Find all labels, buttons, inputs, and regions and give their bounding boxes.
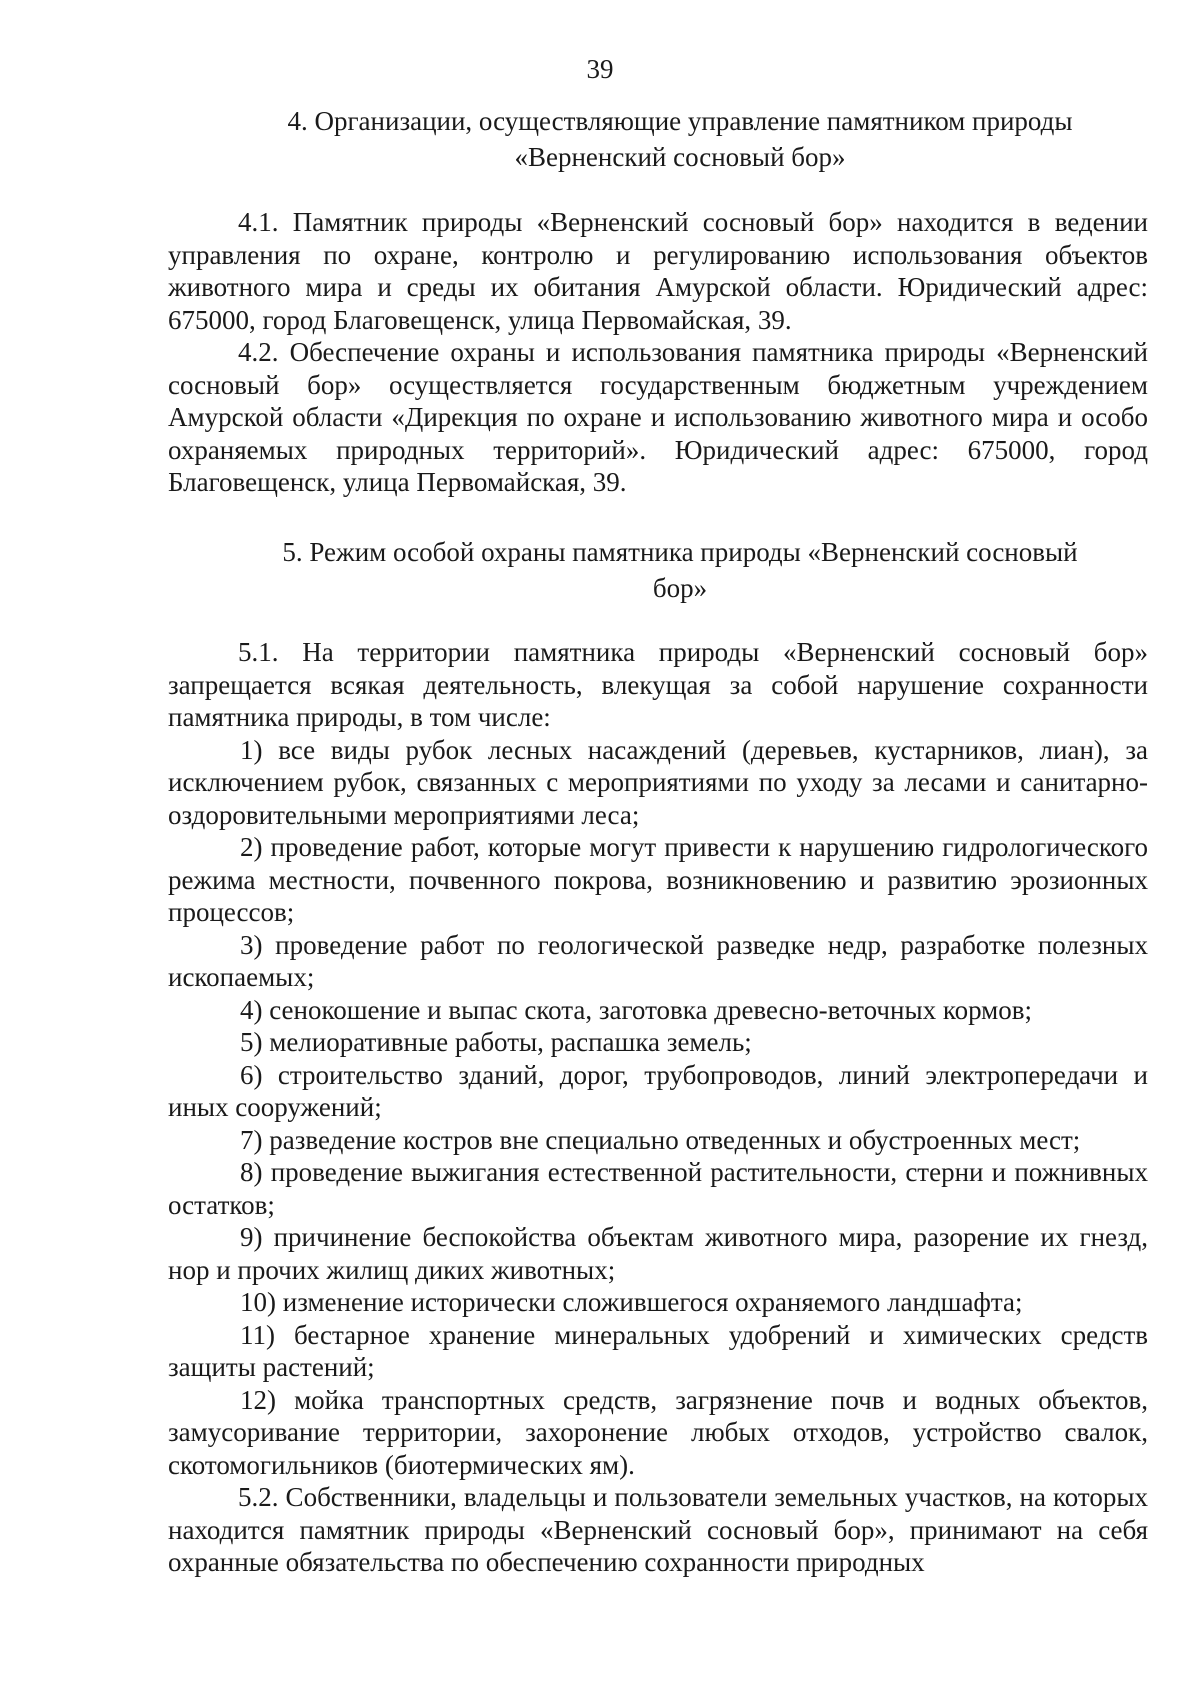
list-item-3: 3) проведение работ по геологической разведке недр, разработке полезных ископаемых;	[168, 929, 1148, 992]
section-4-heading-line-2: «Верненский сосновый бор»	[514, 142, 846, 172]
list-item-5: 5) мелиоративные работы, распашка земель;	[240, 1027, 752, 1057]
section-4-body	[168, 206, 1148, 499]
section-4-heading	[230, 103, 1130, 175]
list-item-4: 4) сенокошение и выпас скота, заготовка древесно-веточных кормов;	[240, 994, 1033, 1025]
list-item-10: 10) изменение исторически сложившегося охраняемого ландшафта;	[240, 1287, 1023, 1317]
list-item-1: 1) все виды рубок лесных насаждений (деревьев, кустарников, лиан), за исключением рубок, связанных с мероприятиями по уходу за лесами и санитарно-оздоровительными мероприятиями леса;	[168, 734, 1148, 830]
paragraph-4-1: 4.1. Памятник природы «Верненский сосновый бор» находится в ведении управления по охране, контролю и регулированию использования объектов животного мира и среды их обитания Амурской области. Юридический адрес: 675000, город Благовещенск, улица Первомайская, 39.	[168, 207, 1148, 335]
list-item-6: 6) строительство зданий, дорог, трубопроводов, линий электропередачи и иных сооружений;	[168, 1059, 1148, 1122]
list-item-8: 8) проведение выжигания естественной растительности, стерни и пожнивных остатков;	[168, 1157, 1148, 1220]
paragraph-4-2: 4.2. Обеспечение охраны и использования памятника природы «Верненский сосновый бор» осуществляется государственным бюджетным учреждением Амурской области «Дирекция по охране и использованию животного мира и особо охраняемых природных территорий». Юридический адрес: 675000, город Благовещенск, улица Первомайская, 39.	[168, 337, 1148, 497]
list-item-11: 11) бестарное хранение минеральных удобрений и химических средств защиты растений;	[168, 1319, 1148, 1382]
paragraph-5-2: 5.2. Собственники, владельцы и пользователи земельных участков, на которых находится памятник природы «Верненский сосновый бор», принимают на себя охранные обязательства по обеспечению сохранности природных	[168, 1482, 1148, 1577]
list-item-9: 9) причинение беспокойства объектам животного мира, разорение их гнезд, нор и прочих жилищ диких животных;	[168, 1222, 1148, 1285]
page-number: 39	[586, 54, 614, 84]
section-4-heading-line-1: 4. Организации, осуществляющие управление памятником природы	[287, 106, 1073, 136]
section-5-heading	[230, 534, 1130, 606]
list-item-7: 7) разведение костров вне специально отведенных и обустроенных мест;	[240, 1124, 1081, 1155]
section-5-heading-line-1: 5. Режим особой охраны памятника природы «Верненский сосновый	[282, 537, 1078, 567]
paragraph-5-1: 5.1. На территории памятника природы «Верненский сосновый бор» запрещается всякая деятельность, влекущая за собой нарушение сохранности памятника природы, в том числе:	[168, 637, 1148, 732]
section-5-body	[168, 636, 1148, 1579]
list-item-2: 2) проведение работ, которые могут привести к нарушению гидрологического режима местности, почвенного покрова, возникновению и развитию эрозионных процессов;	[168, 832, 1148, 927]
list-item-12: 12) мойка транспортных средств, загрязнение почв и водных объектов, замусоривание территории, захоронение любых отходов, устройство свалок, скотомогильников (биотермических ям).	[168, 1384, 1148, 1480]
section-5-heading-line-2: бор»	[652, 573, 708, 603]
